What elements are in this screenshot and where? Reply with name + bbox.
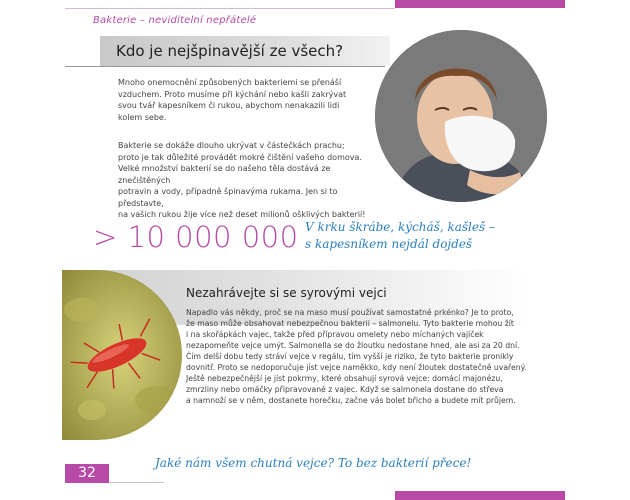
footer-divider [109,482,164,483]
intro-line: kolem sebe. [118,112,167,122]
intro-line: vzduchem. Proto musíme při kýchání nebo kašli zakrývat [118,89,347,99]
boy-sneezing-photo [375,30,547,202]
section2-title: Nezahrávejte si se syrovými vejci [186,286,387,300]
eggs-line: zmrzliny nebo omáčky připravované z vajec. Když se salmonela dostane do střeva [186,385,504,394]
intro-line: svou tvář kapesníkem či rukou, abychom nenakazili lidi [118,101,340,110]
footer-handwritten-note: Jaké nám všem chutná vejce? To bez bakterií přece! [155,456,472,470]
eggs-paragraph [186,307,531,406]
handnote-line: V krku škrábe, kýcháš, kašleš – [305,220,495,234]
section-title: Kdo je nejšpinavější ze všech? [116,42,344,60]
dust-line: Velké množství bakterií se do našeho těla dostává ze znečištěných [118,164,331,185]
bottom-accent-bar [395,491,565,500]
eggs-line: Napadlo vás někdy, proč se na maso musí používat samostatné prkénko? Je to proto, [186,308,514,317]
highlight-number: > 10 000 000 [93,220,299,254]
highlight-handwritten-note [305,219,505,253]
dust-line: na vašich rukou žije více než deset milionů ošklivých bakterií! [118,210,366,219]
intro-paragraph [118,77,373,123]
running-head: Bakterie – neviditelní nepřátelé [93,15,257,26]
title-underline [65,66,385,67]
section-title-box [100,36,390,66]
eggs-line: Ještě nebezpečnější je jíst pokrmy, které obsahují syrová vejce: domácí majonézu, [186,374,503,383]
intro-line: Mnoho onemocnění způsobených bakteriemi se přenáší [118,78,342,87]
eggs-line: i na skořápkách vajec, takže před přípravou omelety nebo míchaných vajíček [186,330,484,339]
dust-line: potravin a vody, případně špinavýma rukama. Jen si to představte, [118,187,338,208]
handnote-line: s kapesníkem nejdál dojdeš [305,237,473,251]
top-accent-bar [395,0,565,8]
eggs-line: dovnitř. Proto se nedoporučuje jíst vejce naměkko, kdy není žloutek dostatečně uvařený. [186,363,527,372]
eggs-line: Čím delší dobu tedy stráví vejce v regálu, tím vyšší je riziko, že tyto bakterie pronikly [186,352,514,361]
dust-paragraph [118,140,380,221]
boy-sneezing-illustration [375,30,547,202]
page-number: 32 [65,464,109,483]
dust-line: Bakterie se dokáže dlouho ukrývat v částečkách prachu; [118,141,345,150]
eggs-line: nezapomeňte vejce umýt. Salmonella se do žloutku nedostane hned, ale asi za 20 dní. [186,341,520,350]
eggs-line: že maso může obsahovat nebezpečnou bakterii – salmonelu. Tyto bakterie mohou žít [186,319,514,328]
header-divider [65,8,395,9]
eggs-line: a namnoží se v něm, dostanete horečku, začne vás bolet břicho a budete mít průjem. [186,396,516,405]
dust-line: proto je tak důležité provádět mokré čištění vašeho domova. [118,152,362,162]
